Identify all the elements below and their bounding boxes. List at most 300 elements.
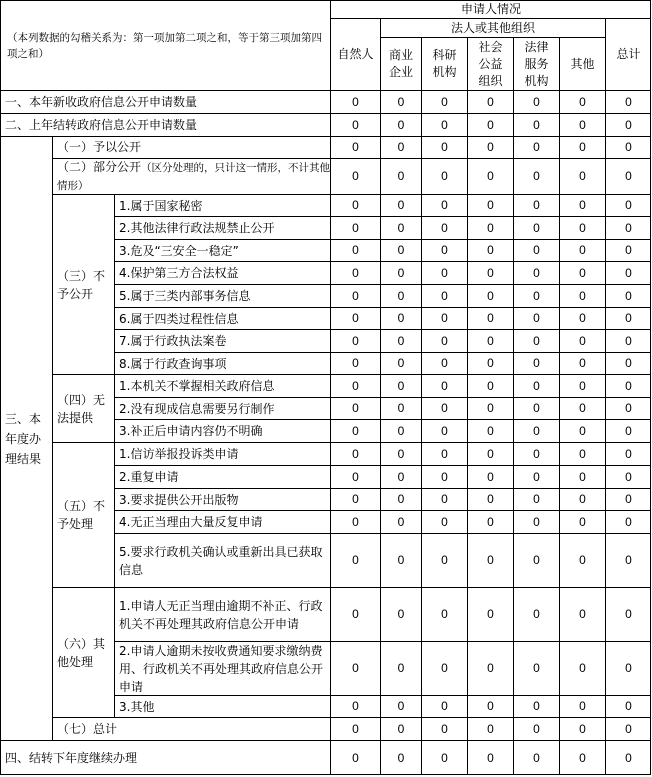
row-disclosed-value [380, 136, 421, 158]
not-disclosed-item-value-text: 0 [579, 198, 586, 212]
row-disclosed-value [513, 136, 559, 158]
not-processed-item-value [559, 442, 605, 465]
not-processed-item-value [605, 488, 651, 510]
not-disclosed-item-value [421, 352, 467, 374]
not-disclosed-item-value [330, 307, 380, 329]
row-disclosed-value-text: 0 [441, 140, 448, 154]
not-disclosed-item-value [605, 307, 651, 329]
unable-to-provide-item-value [421, 374, 467, 397]
other-processing-item-value-text: 0 [533, 607, 540, 621]
row-new-applications-value-text: 0 [487, 94, 494, 109]
not-disclosed-item-value [559, 329, 605, 352]
unable-to-provide-item-value [559, 419, 605, 442]
row-carried-over-value [380, 113, 421, 136]
other-processing-item-value [380, 695, 421, 717]
not-processed-item-value-text: 0 [487, 469, 494, 484]
not-processed-item-value-text: 0 [625, 553, 632, 567]
not-processed-item-value-text: 0 [397, 514, 405, 529]
unable-to-provide-item-value [513, 374, 559, 397]
not-processed-item-value-text: 0 [397, 446, 405, 461]
unable-to-provide-item-value-text: 0 [397, 423, 405, 438]
not-disclosed-item-value [421, 329, 467, 352]
row-partial-value [330, 158, 380, 194]
not-disclosed-item-value [380, 329, 421, 352]
not-disclosed-item-label-text: 2.其他法律行政法规禁止公开 [119, 221, 275, 235]
not-processed-item-value [467, 488, 513, 510]
not-processed-item-value [380, 442, 421, 465]
unable-to-provide-item-value-text: 0 [352, 423, 359, 438]
other-processing-item-label-text: 3.其他 [119, 699, 155, 714]
row-total-value-text: 0 [397, 721, 405, 736]
not-disclosed-item-value [513, 352, 559, 374]
row-new-applications-value-text: 0 [397, 94, 405, 109]
not-processed-item-value-text: 0 [352, 492, 359, 506]
not-disclosed-item-value-text: 0 [533, 356, 540, 370]
not-processed-item-value [605, 442, 651, 465]
other-processing-item-value-text: 0 [397, 661, 405, 675]
row-partial-value-text: 0 [441, 169, 448, 183]
not-processed-item-label [114, 488, 330, 510]
row-disclosed-value [421, 136, 467, 158]
row-new-applications-value [421, 90, 467, 113]
not-disclosed-item-value [380, 284, 421, 307]
not-processed-item-value [421, 510, 467, 533]
unable-to-provide-item-value-text: 0 [579, 401, 586, 415]
not-processed-item-label [114, 533, 330, 587]
not-disclosed-item-value [467, 194, 513, 216]
not-disclosed-item-value-text: 0 [487, 288, 494, 303]
unable-to-provide-item-value-text: 0 [533, 423, 540, 438]
not-processed-item-value [330, 465, 380, 488]
unable-to-provide-item-value-text: 0 [625, 401, 632, 415]
not-disclosed-item-value-text: 0 [397, 311, 405, 325]
row-total-value [513, 717, 559, 740]
row-new-applications-value [467, 90, 513, 113]
unable-to-provide-item-value [513, 419, 559, 442]
row-carried-over-value-text: 0 [487, 117, 494, 132]
not-processed-item-value-text: 0 [352, 469, 359, 484]
row-carry-forward-value-text: 0 [487, 750, 494, 765]
not-disclosed-item-value-text: 0 [352, 288, 359, 303]
row-partial-value-text: 0 [352, 169, 359, 183]
not-processed-item-value [513, 533, 559, 587]
row-disclosed-value-text: 0 [352, 140, 359, 154]
not-disclosed-item-value-text: 0 [487, 356, 494, 370]
not-disclosed-item-value [467, 307, 513, 329]
not-processed-item-value-text: 0 [579, 514, 586, 529]
not-disclosed-item-value-text: 0 [352, 311, 359, 325]
not-disclosed-item-label [114, 216, 330, 239]
row-carry-forward-label [0, 740, 330, 775]
unable-to-provide-item-value-text: 0 [533, 378, 540, 393]
header-note [0, 0, 330, 90]
not-disclosed-item-value [421, 194, 467, 216]
not-disclosed-item-label-text: 7.属于行政执法案卷 [119, 334, 227, 348]
not-disclosed-item-value [421, 239, 467, 261]
row-total-label [52, 717, 330, 740]
not-disclosed-item-value-text: 0 [533, 333, 540, 348]
not-disclosed-item-value [380, 307, 421, 329]
not-disclosed-item-value [605, 194, 651, 216]
row-carried-over-value-text: 0 [441, 117, 448, 132]
unable-to-provide-item-value-text: 0 [441, 423, 448, 438]
other-processing-item-label-text: 1.申请人无正当理由逾期不补正、行政机关不再处理其政府信息公开申请 [119, 598, 323, 631]
unable-to-provide-item-value [330, 374, 380, 397]
row-carried-over-value-text: 0 [625, 117, 632, 132]
not-processed-item-value [330, 510, 380, 533]
not-disclosed-item-value-text: 0 [625, 198, 632, 212]
col-header-natural-person-text: 自然人 [337, 47, 374, 61]
not-processed-item-value [559, 510, 605, 533]
not-disclosed-item-value [513, 216, 559, 239]
not-disclosed-item-value-text: 0 [625, 243, 632, 257]
not-processed-item-value-text: 0 [441, 446, 448, 461]
unable-to-provide-item-value [380, 397, 421, 419]
not-disclosed-item-value [330, 329, 380, 352]
not-processed-item-value-text: 0 [579, 446, 586, 461]
not-processed-item-value [380, 465, 421, 488]
not-processed-item-value-text: 0 [487, 514, 494, 529]
row-total-value [605, 717, 651, 740]
row-carry-forward-value-text: 0 [352, 750, 359, 765]
not-processed-item-value-text: 0 [441, 553, 448, 567]
not-disclosed-item-value [330, 216, 380, 239]
unable-to-provide-item-value [559, 374, 605, 397]
other-processing-item-value [559, 587, 605, 641]
not-processed-item-value-text: 0 [533, 446, 540, 461]
not-processed-item-value-text: 0 [487, 446, 494, 461]
row-total-value [467, 717, 513, 740]
unable-to-provide-item-value-text: 0 [579, 378, 586, 393]
not-processed-item-value-text: 0 [352, 446, 359, 461]
row-carry-forward-value [605, 740, 651, 775]
not-processed-item-label-text: 4.无正当理由大量反复申请 [119, 515, 263, 529]
not-disclosed-item-value-text: 0 [441, 333, 448, 348]
unable-to-provide-item-value-text: 0 [625, 423, 632, 438]
other-processing-item-value-text: 0 [487, 661, 494, 675]
not-disclosed-item-value [467, 352, 513, 374]
row-disclosed-value-text: 0 [625, 140, 632, 154]
col-header-natural-person [330, 18, 380, 90]
unable-to-provide-item-value-text: 0 [441, 378, 448, 393]
row-partial-value-text: 0 [487, 169, 494, 183]
other-processing-item-value-text: 0 [352, 607, 359, 621]
not-disclosed-item-label [114, 352, 330, 374]
not-processed-item-value [330, 488, 380, 510]
not-processed-item-value-text: 0 [625, 446, 632, 461]
col-header-public-welfare [467, 37, 513, 90]
not-disclosed-item-value-text: 0 [487, 311, 494, 325]
not-disclosed-item-value-text: 0 [487, 243, 494, 257]
col-header-research-text: 科研机构 [432, 48, 457, 79]
other-processing-item-value [513, 587, 559, 641]
not-disclosed-item-value [513, 284, 559, 307]
row-total-label-text: （七）总计 [57, 721, 118, 736]
row-carried-over-label [0, 113, 330, 136]
not-disclosed-item-value-text: 0 [441, 243, 448, 257]
other-processing-item-value [467, 587, 513, 641]
not-disclosed-item-value-text: 0 [397, 220, 405, 235]
unable-to-provide-item-value [605, 374, 651, 397]
unable-to-provide-item-value [467, 374, 513, 397]
row-new-applications-value [559, 90, 605, 113]
not-processed-item-value [559, 533, 605, 587]
not-processed-item-value-text: 0 [579, 469, 586, 484]
other-processing-item-value-text: 0 [487, 699, 494, 713]
row-partial-note: （区分处理的，只计这一情形，不计其他情形） [57, 161, 330, 192]
other-processing-item-value [559, 641, 605, 695]
unable-to-provide-item-value-text: 0 [352, 401, 359, 415]
not-disclosed-item-value [605, 216, 651, 239]
header-applicant [330, 0, 651, 18]
not-disclosed-item-value-text: 0 [397, 356, 405, 370]
not-disclosed-item-value [605, 284, 651, 307]
not-processed-label [52, 442, 114, 587]
row-carry-forward-label-text: 四、结转下年度继续办理 [5, 750, 138, 765]
not-disclosed-item-label-text: 4.保护第三方合法权益 [119, 266, 239, 280]
not-processed-item-value-text: 0 [533, 514, 540, 529]
not-processed-item-value-text: 0 [625, 492, 632, 506]
row-total-value-text: 0 [579, 721, 586, 736]
col-header-total-text: 总计 [616, 47, 641, 61]
not-disclosed-item-label-text: 5.属于三类内部事务信息 [119, 289, 251, 303]
unable-to-provide-item-value-text: 0 [487, 378, 494, 393]
col-header-total [605, 18, 651, 90]
not-disclosed-item-value-text: 0 [625, 265, 632, 280]
not-disclosed-item-value-text: 0 [533, 220, 540, 235]
not-disclosed-item-value-text: 0 [397, 265, 405, 280]
col-header-other [559, 37, 605, 90]
col-header-public-welfare-text: 社会公益组织 [478, 39, 503, 88]
not-disclosed-item-value [380, 194, 421, 216]
not-disclosed-item-value-text: 0 [397, 288, 405, 303]
unable-to-provide-item-label-text: 1.本机关不掌握相关政府信息 [119, 379, 275, 393]
not-disclosed-item-value-text: 0 [579, 265, 586, 280]
row-disclosed-label-text: （一）予以公开 [57, 140, 142, 154]
not-processed-item-value-text: 0 [625, 514, 632, 529]
not-disclosed-item-value [559, 261, 605, 284]
header-legal-group-text: 法人或其他组织 [450, 20, 535, 35]
not-disclosed-item-value [467, 261, 513, 284]
unable-to-provide-item-value [467, 397, 513, 419]
other-processing-item-value [421, 587, 467, 641]
not-processed-item-value [559, 465, 605, 488]
not-disclosed-item-value [380, 239, 421, 261]
not-disclosed-item-value-text: 0 [533, 198, 540, 212]
section-results-label-text: 三、本年度办理结果 [5, 411, 42, 466]
row-partial-value [421, 158, 467, 194]
row-carried-over-value [559, 113, 605, 136]
not-disclosed-item-value-text: 0 [352, 333, 359, 348]
other-processing-item-value [513, 695, 559, 717]
not-disclosed-item-value-text: 0 [441, 265, 448, 280]
row-partial-main: （二）部分公开 [57, 159, 142, 174]
other-processing-item-value-text: 0 [579, 699, 586, 713]
row-partial-label [52, 158, 330, 194]
not-processed-item-value-text: 0 [397, 469, 405, 484]
other-processing-item-value-text: 0 [625, 607, 632, 621]
row-new-applications-value-text: 0 [625, 94, 632, 109]
not-disclosed-item-value [380, 352, 421, 374]
not-disclosed-item-value [605, 329, 651, 352]
not-disclosed-item-label [114, 329, 330, 352]
row-carried-over-value [513, 113, 559, 136]
not-disclosed-item-value [559, 239, 605, 261]
other-processing-item-value [330, 641, 380, 695]
row-carry-forward-value-text: 0 [533, 750, 540, 765]
not-disclosed-item-value-text: 0 [487, 198, 494, 212]
not-processed-item-value-text: 0 [579, 553, 586, 567]
not-disclosed-item-value [380, 216, 421, 239]
not-disclosed-item-value-text: 0 [579, 288, 586, 303]
other-processing-item-value [467, 641, 513, 695]
row-carried-over-value-text: 0 [352, 117, 359, 132]
row-total-value [380, 717, 421, 740]
row-carry-forward-value [330, 740, 380, 775]
not-disclosed-item-value-text: 0 [352, 265, 359, 280]
other-processing-item-value-text: 0 [441, 699, 448, 713]
not-disclosed-item-value-text: 0 [579, 356, 586, 370]
not-processed-item-value [330, 533, 380, 587]
unable-to-provide-item-value [605, 397, 651, 419]
other-processing-item-value [421, 641, 467, 695]
not-processed-item-value-text: 0 [441, 492, 448, 506]
row-total-value-text: 0 [352, 721, 359, 736]
row-partial-value [559, 158, 605, 194]
other-processing-item-value-text: 0 [533, 699, 540, 713]
not-processed-item-value-text: 0 [487, 492, 494, 506]
other-processing-item-value [559, 695, 605, 717]
unable-to-provide-item-value-text: 0 [579, 423, 586, 438]
not-disclosed-item-value [605, 352, 651, 374]
col-header-commercial-text: 商业企业 [388, 48, 413, 79]
row-disclosed-value [559, 136, 605, 158]
not-processed-item-label [114, 442, 330, 465]
not-disclosed-item-value [421, 216, 467, 239]
row-partial-text [57, 159, 330, 195]
not-disclosed-item-value-text: 0 [397, 243, 405, 257]
not-disclosed-item-value [559, 284, 605, 307]
other-processing-item-value-text: 0 [579, 607, 586, 621]
other-processing-item-value [380, 587, 421, 641]
not-disclosed-item-value-text: 0 [579, 333, 586, 348]
row-carried-over-value [421, 113, 467, 136]
other-processing-item-value [605, 587, 651, 641]
row-new-applications-value-text: 0 [533, 94, 540, 109]
not-disclosed-item-label-text: 6.属于四类过程性信息 [119, 311, 239, 326]
section-results-label [0, 136, 52, 740]
not-disclosed-item-value [380, 261, 421, 284]
not-disclosed-item-value-text: 0 [441, 220, 448, 235]
other-processing-item-value-text: 0 [533, 661, 540, 675]
row-partial-value [380, 158, 421, 194]
not-processed-item-value-text: 0 [487, 553, 494, 567]
row-partial-value-text: 0 [625, 169, 632, 183]
not-disclosed-item-value [467, 216, 513, 239]
not-disclosed-item-label [114, 261, 330, 284]
not-disclosed-item-value-text: 0 [352, 198, 359, 212]
not-disclosed-item-label [114, 239, 330, 261]
not-disclosed-item-value-text: 0 [625, 311, 632, 325]
row-new-applications-label [0, 90, 330, 113]
unable-to-provide-item-label [114, 397, 330, 419]
not-disclosed-item-value [513, 329, 559, 352]
row-carry-forward-value [421, 740, 467, 775]
not-processed-item-value [513, 488, 559, 510]
other-processing-item-value [421, 695, 467, 717]
other-processing-item-value-text: 0 [441, 661, 448, 675]
row-new-applications-value [330, 90, 380, 113]
not-disclosed-item-label-text: 1.属于国家秘密 [119, 198, 203, 213]
unable-to-provide-item-value [513, 397, 559, 419]
row-disclosed-value-text: 0 [533, 140, 540, 154]
not-processed-item-value-text: 0 [533, 469, 540, 484]
not-disclosed-label [52, 194, 114, 374]
row-carry-forward-value [467, 740, 513, 775]
not-disclosed-item-value [467, 329, 513, 352]
unable-to-provide-item-value [421, 419, 467, 442]
other-processing-item-value [605, 641, 651, 695]
not-disclosed-item-value [513, 261, 559, 284]
row-partial-value [513, 158, 559, 194]
row-carried-over-value [605, 113, 651, 136]
row-disclosed-value-text: 0 [397, 140, 405, 154]
col-header-commercial [380, 37, 421, 90]
not-processed-item-value [421, 533, 467, 587]
row-new-applications-value-text: 0 [441, 94, 448, 109]
not-processed-item-label-text: 3.要求提供公开出版物 [119, 492, 239, 507]
row-carry-forward-value-text: 0 [441, 750, 448, 765]
not-processed-item-value [380, 510, 421, 533]
not-disclosed-item-label-text: 8.属于行政查询事项 [119, 356, 227, 371]
row-total-value-text: 0 [487, 721, 494, 736]
row-carried-over-value-text: 0 [579, 117, 586, 132]
other-processing-item-label [114, 641, 330, 695]
row-partial-value-text: 0 [533, 169, 540, 183]
not-disclosed-item-value [605, 261, 651, 284]
not-processed-item-label-text: 1.信访举报投诉类申请 [119, 447, 239, 461]
other-processing-item-label-text: 2.申请人逾期未按收费通知要求缴纳费用、行政机关不再处理其政府信息公开申请 [119, 643, 324, 694]
not-processed-item-value-text: 0 [397, 553, 405, 567]
not-disclosed-item-value [467, 284, 513, 307]
not-processed-label-text: （五）不予处理 [57, 499, 106, 531]
header-note-text: （本列数据的勾稽关系为：第一项加第二项之和，等于第三项加第四项之和） [7, 31, 322, 60]
not-processed-item-value [380, 488, 421, 510]
other-processing-item-value [513, 641, 559, 695]
unable-to-provide-item-value-text: 0 [397, 378, 405, 393]
unable-to-provide-label [52, 374, 114, 442]
other-processing-item-value-text: 0 [487, 607, 494, 621]
not-disclosed-item-value-text: 0 [352, 243, 359, 257]
not-processed-item-value [605, 510, 651, 533]
not-disclosed-item-value [467, 239, 513, 261]
row-total-value-text: 0 [533, 721, 540, 736]
other-processing-item-label [114, 695, 330, 717]
col-header-legal-service-text: 法律服务机构 [524, 39, 549, 88]
other-processing-item-value-text: 0 [397, 607, 405, 621]
not-disclosed-item-label [114, 194, 330, 216]
not-processed-item-value [380, 533, 421, 587]
row-carried-over-value [330, 113, 380, 136]
not-processed-item-value [605, 533, 651, 587]
row-total-value-text: 0 [625, 721, 632, 736]
unable-to-provide-item-value-text: 0 [441, 401, 448, 415]
not-disclosed-item-value-text: 0 [625, 356, 632, 370]
other-processing-label-text: （六）其他处理 [57, 636, 106, 669]
not-processed-item-value-text: 0 [533, 492, 540, 506]
not-processed-item-label-text: 5.要求行政机关确认或重新出具已获取信息 [119, 544, 323, 577]
unable-to-provide-item-label [114, 419, 330, 442]
